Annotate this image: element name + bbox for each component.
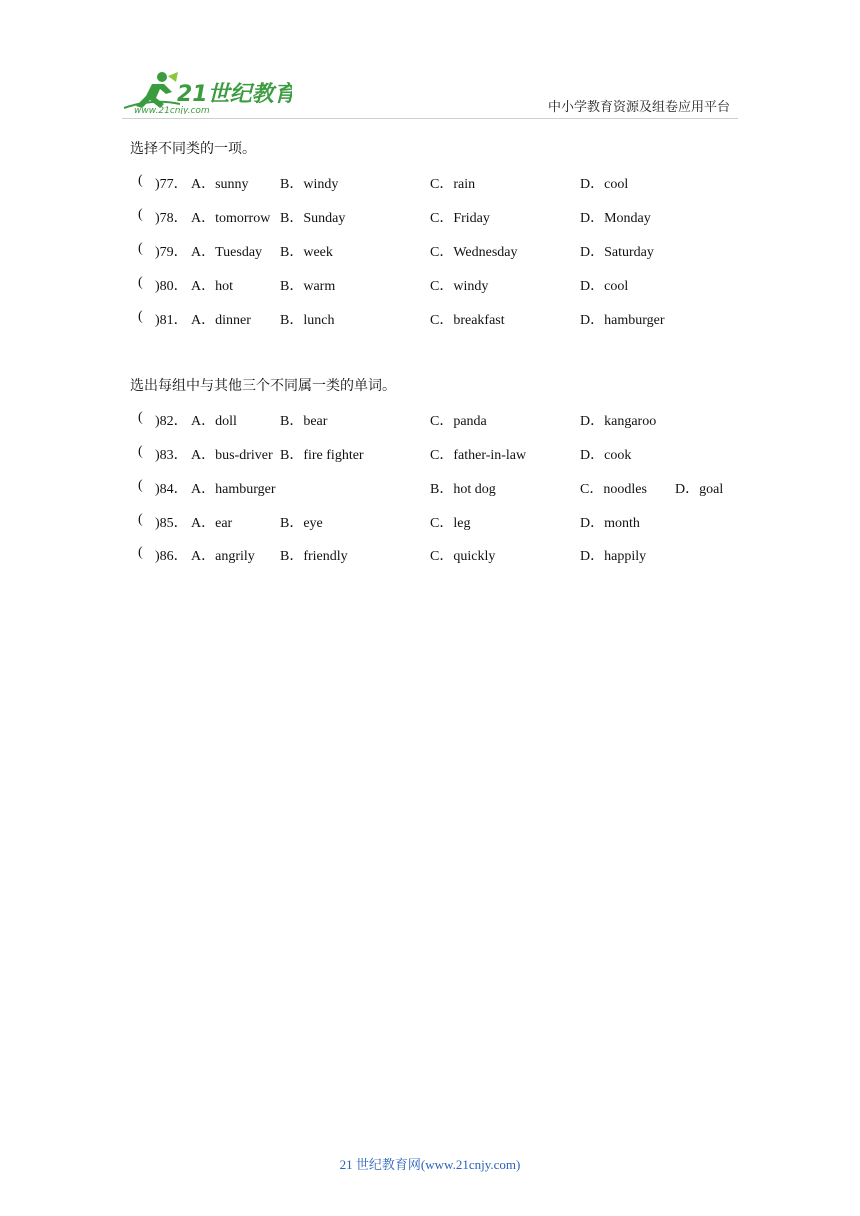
option-c: C．panda bbox=[430, 414, 487, 429]
question-number: )79． bbox=[155, 245, 188, 260]
option-a: A．hamburger bbox=[191, 482, 276, 497]
option-b: B．lunch bbox=[280, 313, 335, 328]
question-number: )86． bbox=[155, 549, 188, 564]
option-b: B．friendly bbox=[280, 549, 348, 564]
site-logo bbox=[122, 68, 292, 114]
option-b: B．windy bbox=[280, 177, 339, 192]
option-d: D．goal bbox=[675, 482, 724, 497]
question-row bbox=[130, 241, 750, 261]
answer-paren: ( bbox=[138, 241, 143, 256]
option-c: C．windy bbox=[430, 279, 489, 294]
option-d: D．Monday bbox=[580, 211, 651, 226]
option-b: B．week bbox=[280, 245, 333, 260]
option-d: D．hamburger bbox=[580, 313, 665, 328]
question-row bbox=[130, 444, 750, 464]
option-a: A．angrily bbox=[191, 549, 255, 564]
header-platform-text: 中小学教育资源及组卷应用平台 bbox=[547, 99, 730, 114]
option-a: A．dinner bbox=[191, 313, 251, 328]
option-a: A．doll bbox=[191, 414, 237, 429]
answer-paren: ( bbox=[138, 512, 143, 527]
option-d: D．Saturday bbox=[580, 245, 654, 260]
option-d: D．kangaroo bbox=[580, 414, 657, 429]
option-a: A．Tuesday bbox=[191, 245, 263, 260]
answer-paren: ( bbox=[138, 478, 143, 493]
option-b: B．fire fighter bbox=[280, 448, 364, 463]
running-man-icon bbox=[122, 68, 292, 114]
question-row bbox=[130, 410, 750, 430]
question-row bbox=[130, 207, 750, 227]
question-number: )83． bbox=[155, 448, 188, 463]
question-number: )80． bbox=[155, 279, 188, 294]
question-row bbox=[130, 275, 750, 295]
option-d: D．cook bbox=[580, 448, 632, 463]
option-d: D．cool bbox=[580, 177, 629, 192]
option-a: A．tomorrow bbox=[191, 211, 271, 226]
question-number: )78． bbox=[155, 211, 188, 226]
logo-url: www.21cnjy.com bbox=[134, 106, 210, 114]
question-number: )77． bbox=[155, 177, 188, 192]
answer-paren: ( bbox=[138, 444, 143, 459]
option-c: C．Wednesday bbox=[430, 245, 518, 260]
answer-paren: ( bbox=[138, 275, 143, 290]
question-row bbox=[130, 545, 750, 565]
question-number: )84． bbox=[155, 482, 188, 497]
option-a: A．bus-driver bbox=[191, 448, 273, 463]
option-a: A．sunny bbox=[191, 177, 249, 192]
answer-paren: ( bbox=[138, 545, 143, 560]
section-1-title: 选择不同类的一项。 bbox=[130, 142, 256, 157]
question-row bbox=[130, 512, 750, 532]
option-c: C．breakfast bbox=[430, 313, 505, 328]
option-d: D．happily bbox=[580, 549, 647, 564]
footer-site-link[interactable]: 21 世纪教育网(www.21cnjy.com) bbox=[339, 1157, 521, 1172]
question-number: )81． bbox=[155, 313, 188, 328]
option-a: A．ear bbox=[191, 516, 233, 531]
question-number: )85． bbox=[155, 516, 188, 531]
option-c: C．quickly bbox=[430, 549, 496, 564]
option-c: C．Friday bbox=[430, 211, 490, 226]
option-c: C．leg bbox=[430, 516, 471, 531]
question-row bbox=[130, 309, 750, 329]
option-a: A．hot bbox=[191, 279, 233, 294]
question-number: )82． bbox=[155, 414, 188, 429]
option-c: C．rain bbox=[430, 177, 476, 192]
option-b: B．bear bbox=[280, 414, 328, 429]
answer-paren: ( bbox=[138, 410, 143, 425]
question-row bbox=[130, 173, 750, 193]
section-2-title: 选出每组中与其他三个不同属一类的单词。 bbox=[130, 379, 396, 394]
option-b: B．warm bbox=[280, 279, 336, 294]
answer-paren: ( bbox=[138, 173, 143, 188]
question-row bbox=[130, 478, 750, 498]
header-divider bbox=[122, 118, 738, 119]
option-b: B．hot dog bbox=[430, 482, 496, 497]
answer-paren: ( bbox=[138, 309, 143, 324]
option-d: D．cool bbox=[580, 279, 629, 294]
option-b: B．Sunday bbox=[280, 211, 346, 226]
option-b: B．eye bbox=[280, 516, 323, 531]
option-d: D．month bbox=[580, 516, 640, 531]
option-c: C．father-in-law bbox=[430, 448, 527, 463]
answer-paren: ( bbox=[138, 207, 143, 222]
option-c: C．noodles bbox=[580, 482, 647, 497]
logo-text: 21世纪教育 bbox=[177, 82, 292, 107]
